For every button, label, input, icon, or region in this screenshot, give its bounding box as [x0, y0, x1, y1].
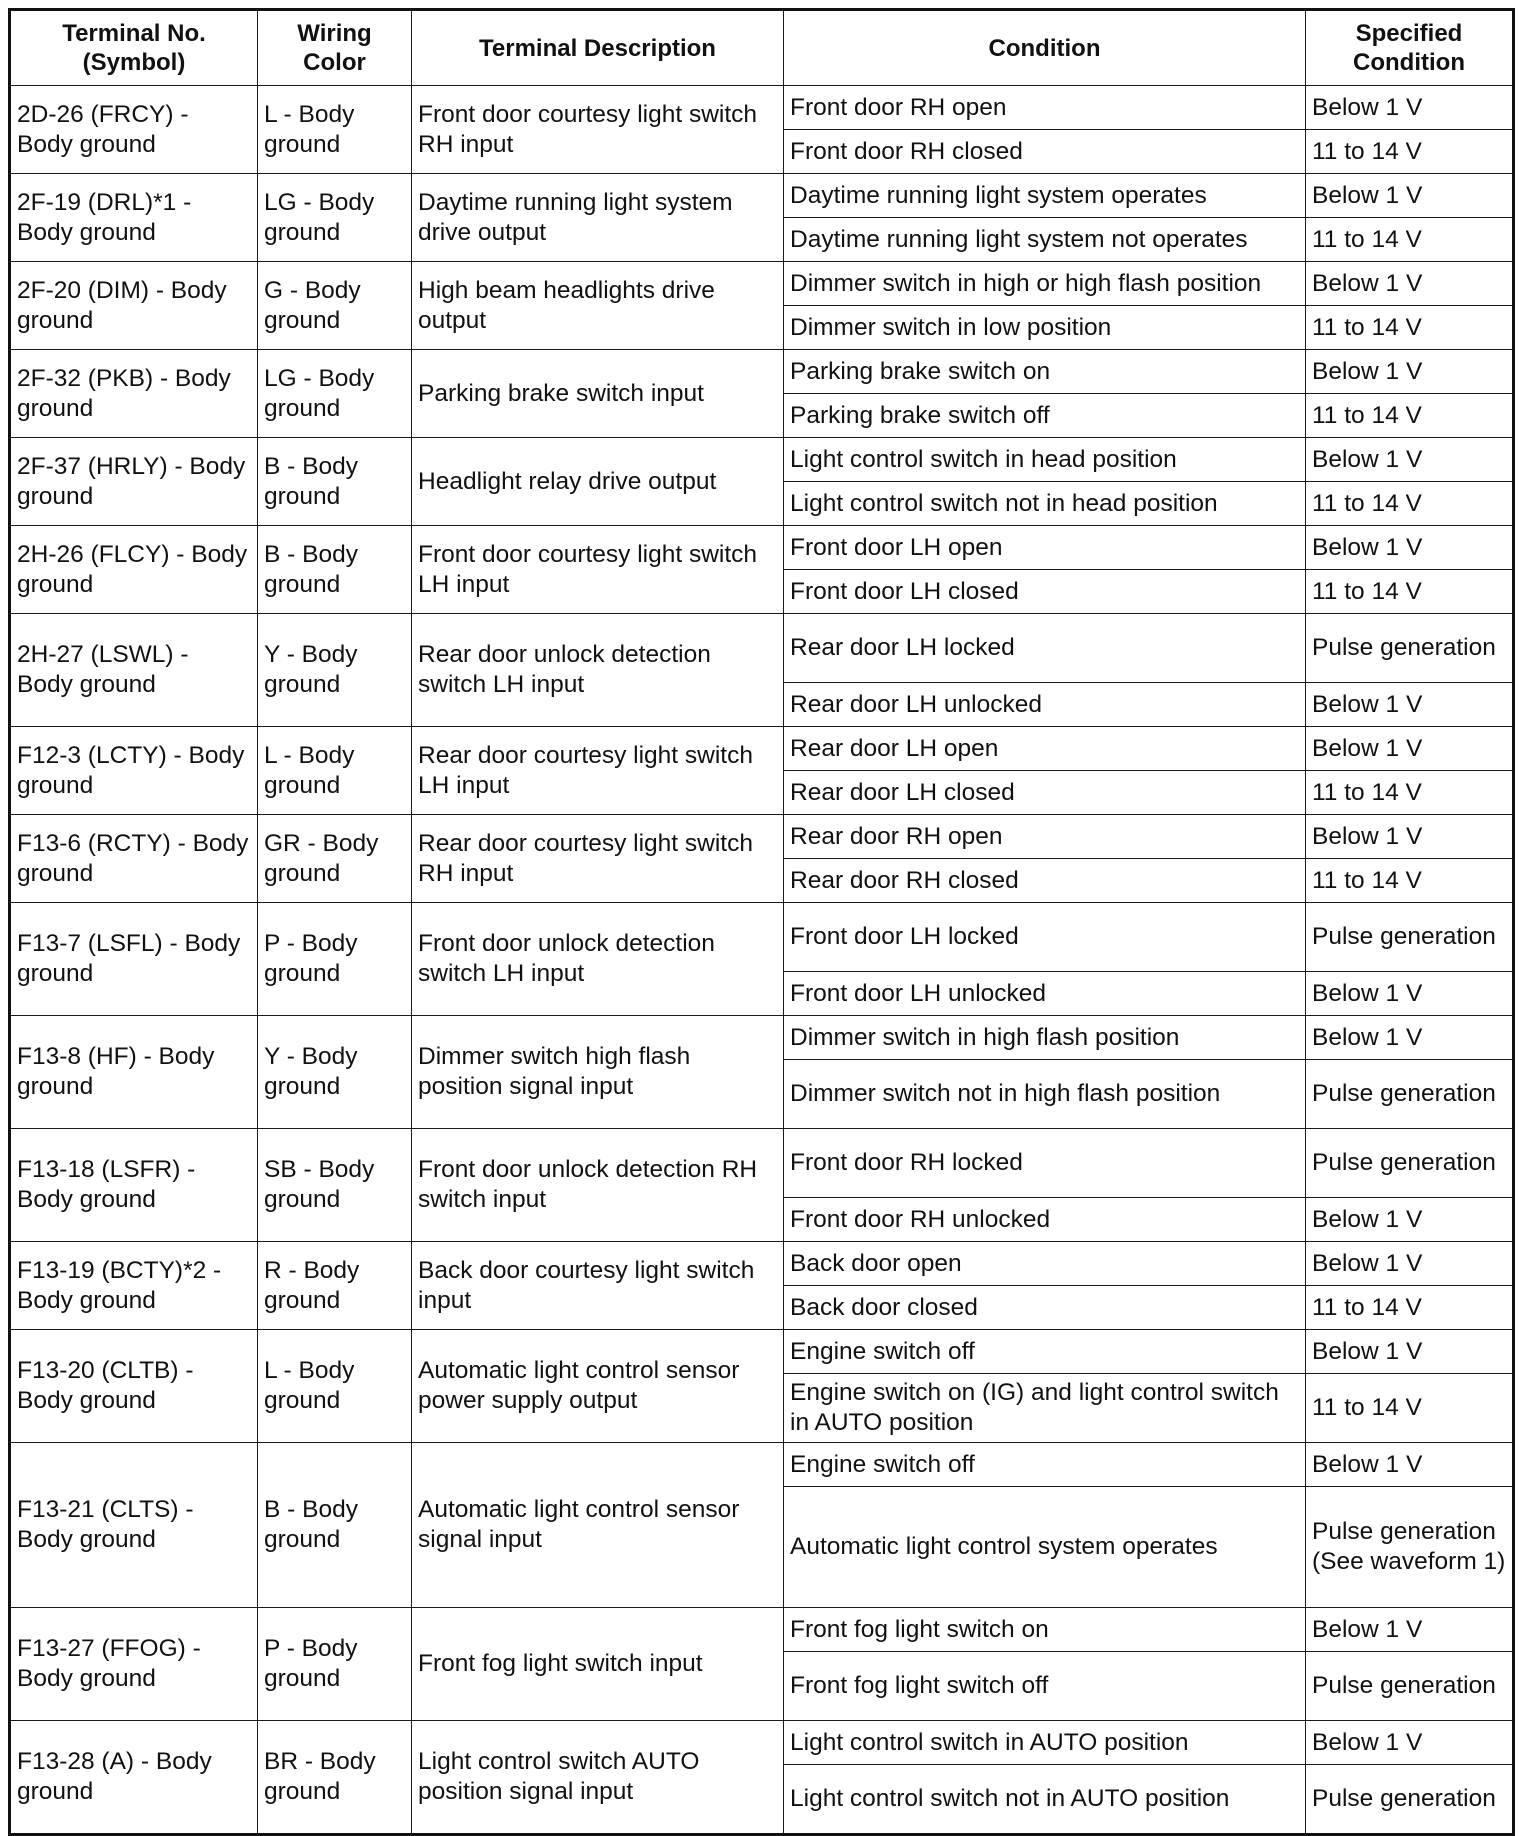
specified-cell: 11 to 14 V	[1306, 394, 1514, 438]
specified-cell: Pulse generation (See waveform 1)	[1306, 1487, 1514, 1608]
condition-cell: Light control switch in head position	[784, 438, 1306, 482]
specified-cell: 11 to 14 V	[1306, 482, 1514, 526]
specified-cell: Below 1 V	[1306, 262, 1514, 306]
terminal-cell: F13-18 (LSFR) - Body ground	[10, 1129, 258, 1242]
wiring-cell: P - Body ground	[258, 1608, 412, 1721]
specified-cell: 11 to 14 V	[1306, 130, 1514, 174]
table-row	[10, 1129, 1514, 1198]
wiring-cell: Y - Body ground	[258, 1016, 412, 1129]
condition-cell: Engine switch off	[784, 1443, 1306, 1487]
condition-cell: Dimmer switch not in high flash position	[784, 1060, 1306, 1129]
condition-cell: Rear door LH open	[784, 727, 1306, 771]
terminal-cell: 2F-19 (DRL)*1 - Body ground	[10, 174, 258, 262]
header-specified-line1: Specified	[1355, 20, 1463, 47]
description-cell: Automatic light control sensor power supply output	[412, 1330, 784, 1443]
condition-cell: Front door RH closed	[784, 130, 1306, 174]
specified-cell: Pulse generation	[1306, 1129, 1514, 1198]
header-specified	[1306, 10, 1514, 86]
wiring-cell: G - Body ground	[258, 262, 412, 350]
condition-cell: Front door RH open	[784, 86, 1306, 130]
description-cell: Front door courtesy light switch LH input	[412, 526, 784, 614]
wiring-cell: LG - Body ground	[258, 174, 412, 262]
condition-cell: Front door LH open	[784, 526, 1306, 570]
condition-cell: Rear door LH unlocked	[784, 683, 1306, 727]
specified-cell: Below 1 V	[1306, 1608, 1514, 1652]
description-cell: Front door unlock detection switch LH input	[412, 903, 784, 1016]
condition-cell: Rear door RH open	[784, 815, 1306, 859]
terminal-cell: F13-21 (CLTS) - Body ground	[10, 1443, 258, 1608]
header-terminal-line1: Terminal No.	[62, 20, 206, 47]
specified-cell: Below 1 V	[1306, 1721, 1514, 1765]
specified-cell: Below 1 V	[1306, 1443, 1514, 1487]
condition-cell: Parking brake switch on	[784, 350, 1306, 394]
description-cell: Parking brake switch input	[412, 350, 784, 438]
description-cell: Dimmer switch high flash position signal input	[412, 1016, 784, 1129]
description-cell: Light control switch AUTO position signal input	[412, 1721, 784, 1835]
specified-cell: Pulse generation	[1306, 1765, 1514, 1835]
description-cell: Rear door courtesy light switch RH input	[412, 815, 784, 903]
condition-cell: Light control switch not in head position	[784, 482, 1306, 526]
table-row	[10, 1608, 1514, 1652]
table-row	[10, 438, 1514, 482]
specified-cell: Below 1 V	[1306, 1198, 1514, 1242]
terminal-table-container	[8, 8, 1512, 1836]
wiring-cell: LG - Body ground	[258, 350, 412, 438]
description-cell: Rear door courtesy light switch LH input	[412, 727, 784, 815]
terminal-cell: F13-28 (A) - Body ground	[10, 1721, 258, 1835]
specified-cell: Below 1 V	[1306, 683, 1514, 727]
condition-cell: Rear door RH closed	[784, 859, 1306, 903]
condition-cell: Dimmer switch in high flash position	[784, 1016, 1306, 1060]
specified-cell: 11 to 14 V	[1306, 218, 1514, 262]
table-row	[10, 727, 1514, 771]
wiring-cell: B - Body ground	[258, 1443, 412, 1608]
wiring-cell: L - Body ground	[258, 1330, 412, 1443]
specified-cell: Below 1 V	[1306, 727, 1514, 771]
header-wiring	[258, 10, 412, 86]
condition-cell: Front door LH closed	[784, 570, 1306, 614]
specified-cell: Below 1 V	[1306, 350, 1514, 394]
table-row	[10, 174, 1514, 218]
specified-cell: Below 1 V	[1306, 972, 1514, 1016]
wiring-cell: Y - Body ground	[258, 614, 412, 727]
table-row	[10, 526, 1514, 570]
condition-cell: Daytime running light system not operates	[784, 218, 1306, 262]
wiring-cell: P - Body ground	[258, 903, 412, 1016]
condition-cell: Daytime running light system operates	[784, 174, 1306, 218]
wiring-cell: SB - Body ground	[258, 1129, 412, 1242]
terminal-table	[8, 8, 1515, 1836]
condition-cell: Dimmer switch in low position	[784, 306, 1306, 350]
header-terminal	[10, 10, 258, 86]
wiring-cell: L - Body ground	[258, 86, 412, 174]
terminal-cell: F13-27 (FFOG) - Body ground	[10, 1608, 258, 1721]
table-row	[10, 350, 1514, 394]
header-terminal-line2: (Symbol)	[82, 49, 186, 76]
description-cell: Front fog light switch input	[412, 1608, 784, 1721]
description-cell: Front door courtesy light switch RH input	[412, 86, 784, 174]
specified-cell: Below 1 V	[1306, 86, 1514, 130]
condition-cell: Back door open	[784, 1242, 1306, 1286]
header-wiring-line1: Wiring	[297, 20, 372, 47]
description-cell: Headlight relay drive output	[412, 438, 784, 526]
terminal-cell: 2F-32 (PKB) - Body ground	[10, 350, 258, 438]
wiring-cell: L - Body ground	[258, 727, 412, 815]
specified-cell: Below 1 V	[1306, 174, 1514, 218]
condition-cell: Front door LH unlocked	[784, 972, 1306, 1016]
terminal-cell: F13-19 (BCTY)*2 - Body ground	[10, 1242, 258, 1330]
table-row	[10, 1016, 1514, 1060]
table-row	[10, 1242, 1514, 1286]
condition-cell: Front door LH locked	[784, 903, 1306, 972]
terminal-cell: 2F-37 (HRLY) - Body ground	[10, 438, 258, 526]
terminal-cell: 2H-26 (FLCY) - Body ground	[10, 526, 258, 614]
condition-cell: Engine switch off	[784, 1330, 1306, 1374]
terminal-cell: F13-6 (RCTY) - Body ground	[10, 815, 258, 903]
table-row	[10, 614, 1514, 683]
condition-cell: Front fog light switch on	[784, 1608, 1306, 1652]
specified-cell: 11 to 14 V	[1306, 1286, 1514, 1330]
terminal-cell: F13-8 (HF) - Body ground	[10, 1016, 258, 1129]
specified-cell: Below 1 V	[1306, 526, 1514, 570]
terminal-cell: F12-3 (LCTY) - Body ground	[10, 727, 258, 815]
condition-cell: Light control switch in AUTO position	[784, 1721, 1306, 1765]
condition-cell: Engine switch on (IG) and light control switch in AUTO position	[784, 1374, 1306, 1443]
specified-cell: 11 to 14 V	[1306, 859, 1514, 903]
specified-cell: 11 to 14 V	[1306, 771, 1514, 815]
header-condition: Condition	[784, 10, 1306, 86]
wiring-cell: B - Body ground	[258, 438, 412, 526]
specified-cell: Below 1 V	[1306, 1242, 1514, 1286]
table-body	[10, 86, 1514, 1835]
condition-cell: Front door RH unlocked	[784, 1198, 1306, 1242]
header-wiring-line2: Color	[303, 49, 366, 76]
condition-cell: Rear door LH closed	[784, 771, 1306, 815]
header-specified-line2: Condition	[1353, 49, 1465, 76]
description-cell: Automatic light control sensor signal input	[412, 1443, 784, 1608]
specified-cell: Below 1 V	[1306, 1016, 1514, 1060]
wiring-cell: GR - Body ground	[258, 815, 412, 903]
condition-cell: Automatic light control system operates	[784, 1487, 1306, 1608]
table-row	[10, 1443, 1514, 1487]
specified-cell: Below 1 V	[1306, 1330, 1514, 1374]
table-row	[10, 815, 1514, 859]
specified-cell: Pulse generation	[1306, 614, 1514, 683]
description-cell: Back door courtesy light switch input	[412, 1242, 784, 1330]
specified-cell: Below 1 V	[1306, 815, 1514, 859]
header-description: Terminal Description	[412, 10, 784, 86]
wiring-cell: B - Body ground	[258, 526, 412, 614]
terminal-cell: 2D-26 (FRCY) - Body ground	[10, 86, 258, 174]
specified-cell: Pulse generation	[1306, 903, 1514, 972]
specified-cell: 11 to 14 V	[1306, 1374, 1514, 1443]
terminal-cell: F13-7 (LSFL) - Body ground	[10, 903, 258, 1016]
description-cell: High beam headlights drive output	[412, 262, 784, 350]
description-cell: Front door unlock detection RH switch input	[412, 1129, 784, 1242]
description-cell: Rear door unlock detection switch LH input	[412, 614, 784, 727]
terminal-cell: 2F-20 (DIM) - Body ground	[10, 262, 258, 350]
description-cell: Daytime running light system drive output	[412, 174, 784, 262]
terminal-cell: 2H-27 (LSWL) - Body ground	[10, 614, 258, 727]
condition-cell: Light control switch not in AUTO position	[784, 1765, 1306, 1835]
wiring-cell: BR - Body ground	[258, 1721, 412, 1835]
specified-cell: Below 1 V	[1306, 438, 1514, 482]
terminal-cell: F13-20 (CLTB) - Body ground	[10, 1330, 258, 1443]
specified-cell: Pulse generation	[1306, 1060, 1514, 1129]
table-row	[10, 86, 1514, 130]
table-row	[10, 262, 1514, 306]
table-row	[10, 903, 1514, 972]
condition-cell: Front door RH locked	[784, 1129, 1306, 1198]
condition-cell: Back door closed	[784, 1286, 1306, 1330]
condition-cell: Dimmer switch in high or high flash position	[784, 262, 1306, 306]
condition-cell: Rear door LH locked	[784, 614, 1306, 683]
specified-cell: Pulse generation	[1306, 1652, 1514, 1721]
condition-cell: Front fog light switch off	[784, 1652, 1306, 1721]
specified-cell: 11 to 14 V	[1306, 570, 1514, 614]
condition-cell: Parking brake switch off	[784, 394, 1306, 438]
wiring-cell: R - Body ground	[258, 1242, 412, 1330]
header-row	[10, 10, 1514, 86]
table-row	[10, 1330, 1514, 1374]
table-row	[10, 1721, 1514, 1765]
specified-cell: 11 to 14 V	[1306, 306, 1514, 350]
